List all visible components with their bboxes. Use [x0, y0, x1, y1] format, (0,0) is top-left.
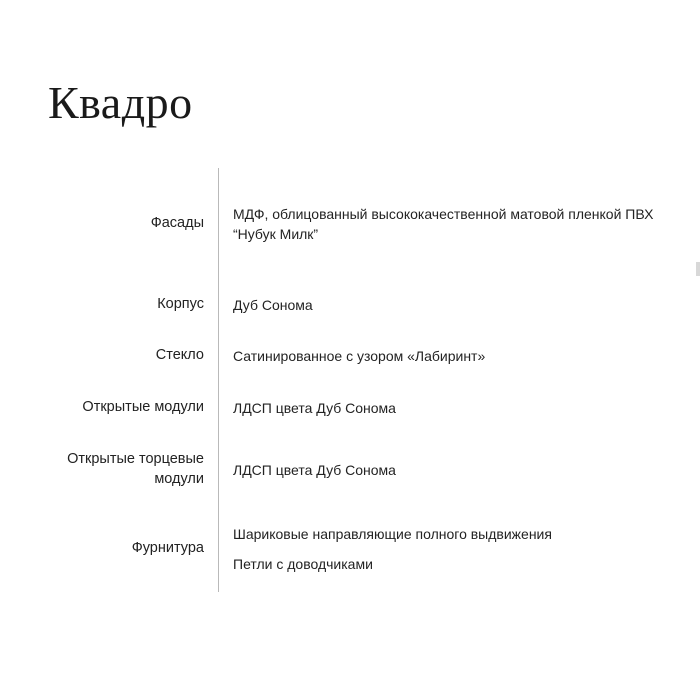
spec-value: МДФ, облицованный высококачественной матовой пленкой ПВХ “Нубук Милк”: [233, 205, 654, 242]
spec-values-steklo: [219, 346, 668, 366]
spec-values-fasady: [219, 204, 668, 245]
page-title: Квадро: [48, 77, 193, 128]
spec-row: [48, 168, 668, 280]
spec-row: [48, 280, 668, 330]
spec-value: ЛДСП цвета Дуб Сонома: [233, 399, 396, 416]
spec-label-fasady: Фасады: [150, 215, 204, 232]
spec-label-furnitura: Фурнитура: [131, 540, 204, 557]
spec-value: ЛДСП цвета Дуб Сонома: [233, 461, 396, 478]
spec-values-open-end-modules: [219, 460, 668, 480]
specification-list: [48, 168, 668, 592]
spec-row: [48, 506, 668, 592]
spec-values-furnitura: [219, 524, 668, 574]
spec-label-open-modules: Открытые модули: [82, 399, 204, 416]
spec-value: Петли с доводчиками: [233, 555, 373, 572]
page-edge-marker: [696, 262, 700, 276]
spec-value: Шариковые направляющие полного выдвижения: [233, 526, 552, 543]
spec-row: [48, 434, 668, 506]
spec-values-korpus: [219, 295, 668, 315]
spec-label-steklo: Стекло: [155, 347, 204, 364]
spec-row: [48, 382, 668, 434]
spec-row: [48, 330, 668, 382]
spec-label-korpus: Корпус: [157, 296, 204, 313]
spec-value: Дуб Сонома: [233, 296, 313, 313]
spec-values-open-modules: [219, 398, 668, 418]
spec-label-open-end-modules: Открытые торцевые модули: [67, 451, 204, 487]
spec-value: Сатинированное с узором «Лабиринт»: [233, 347, 486, 364]
